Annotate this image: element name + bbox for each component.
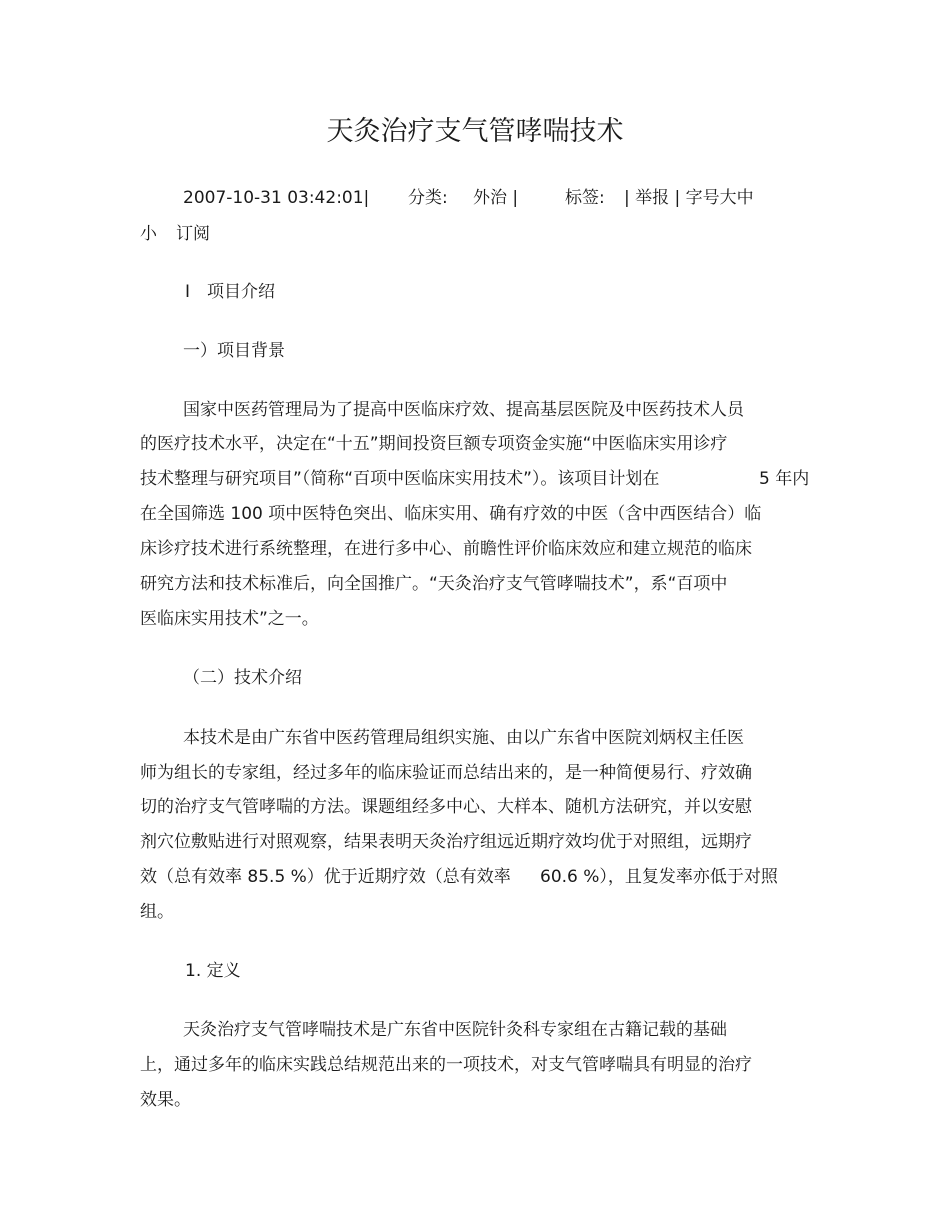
tag-label: 标签: (565, 188, 605, 208)
category-link[interactable]: 外治 | (473, 188, 519, 208)
paragraph-line: 天灸治疗支气管哮喘技术是广东省中医院针灸科专家组在古籍记载的基础 (183, 1020, 727, 1040)
paragraph-line: 效（总有效率 85.5 %）优于近期疗效（总有效率 (140, 867, 511, 887)
definition-heading: 1. 定义 (185, 961, 241, 981)
paragraph-line: 效果。 (140, 1090, 191, 1110)
paragraph-line: 国家中医药管理局为了提高中医临床疗效、提高基层医院及中医药技术人员 (183, 400, 744, 420)
paragraph-line: 60.6 %），且复发率亦低于对照 (540, 867, 778, 887)
page-title: 天灸治疗支气管哮喘技术 (326, 116, 624, 147)
action-links[interactable]: | 举报 | 字号大中 (624, 188, 754, 208)
paragraph-line: 的医疗技术水平，决定在“十五”期间投资巨额专项资金实施“中医临床实用诊疗 (140, 434, 728, 454)
paragraph-line: 师为组长的专家组，经过多年的临床验证而总结出来的，是一种简便易行、疗效确 (140, 763, 752, 783)
paragraph-line: 切的治疗支气管哮喘的方法。课题组经多中心、大样本、随机方法研究，并以安慰 (140, 797, 752, 817)
paragraph-line: 本技术是由广东省中医药管理局组织实施、由以广东省中医院刘炳权主任医 (183, 728, 744, 748)
paragraph-line: 组。 (140, 902, 174, 922)
paragraph-line: 医临床实用技术”之一。 (140, 609, 319, 629)
paragraph-line: 剂穴位敷贴进行对照观察，结果表明天灸治疗组远近期疗效均优于对照组，远期疗 (140, 832, 752, 852)
section-heading: Ⅰ 项目介绍 (185, 282, 276, 302)
post-datetime: 2007-10-31 03:42:01| (183, 188, 370, 208)
subscribe-link[interactable]: 订阅 (176, 224, 210, 244)
category-label: 分类: (408, 188, 448, 208)
paragraph-line: 在全国筛选 100 项中医特色突出、临床实用、确有疗效的中医（含中西医结合）临 (140, 504, 762, 524)
paragraph-line: 床诊疗技术进行系统整理，在进行多中心、前瞻性评价临床效应和建立规范的临床 (140, 539, 752, 559)
paragraph-line: 技术整理与研究项目”（简称“百项中医临床实用技术”）。该项目计划在 (140, 469, 660, 489)
subsection-heading-background: 一）项目背景 (183, 341, 285, 361)
font-size-small-link[interactable]: 小 (140, 224, 157, 244)
paragraph-line: 5 年内 (759, 469, 810, 489)
paragraph-line: 研究方法和技术标准后，向全国推广。“天灸治疗支气管哮喘技术”，系“百项中 (140, 574, 728, 594)
paragraph-line: 上，通过多年的临床实践总结规范出来的一项技术，对支气管哮喘具有明显的治疗 (140, 1055, 752, 1075)
subsection-heading-technique: （二）技术介绍 (183, 668, 302, 688)
